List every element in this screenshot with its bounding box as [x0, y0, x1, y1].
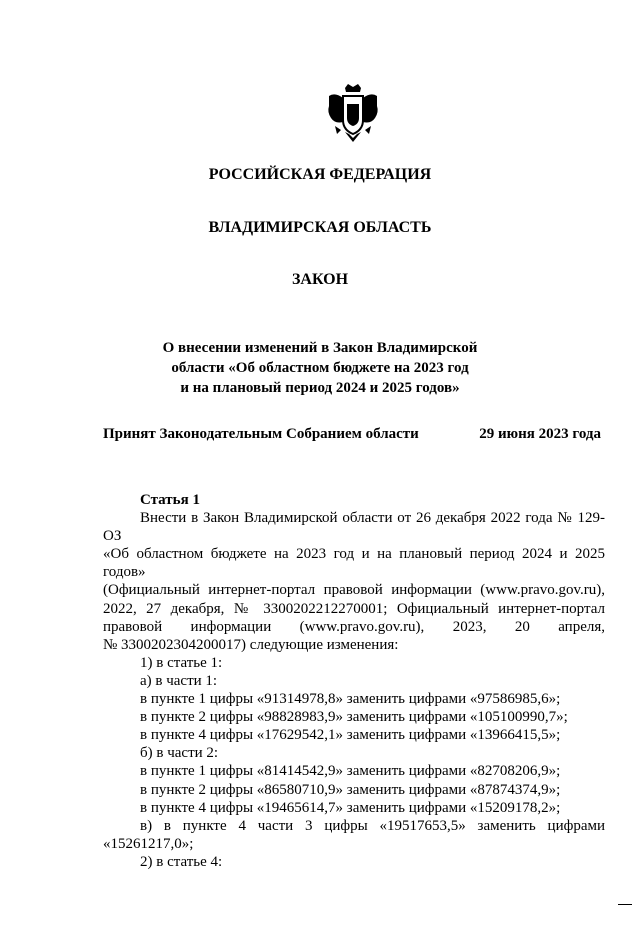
list-item-v-line: «15261217,0»;: [103, 835, 194, 852]
adoption-line: [103, 426, 601, 443]
adoption-date: 29 июня 2023 года: [479, 426, 601, 442]
article-intro-line: № 3300202304200017) следующие изменения:: [103, 636, 399, 653]
scan-edge-mark: [618, 904, 632, 905]
list-item: в пункте 4 цифры «17629542,1» заменить цифрами «13966415,5»;: [140, 727, 561, 744]
list-item: б) в части 2:: [140, 745, 219, 762]
law-subject-line: области «Об областном бюджете на 2023 год: [171, 360, 469, 376]
law-subject: [0, 338, 640, 398]
country-heading: РОССИЙСКАЯ ФЕДЕРАЦИЯ: [208, 166, 432, 183]
list-item: а) в части 1:: [140, 672, 218, 689]
law-subject-line: и на плановый период 2024 и 2025 годов»: [180, 380, 460, 396]
article-body: [103, 491, 605, 871]
article-intro-line: Внести в Закон Владимирской области от 26 декабря 2022 года № 129-ОЗ: [103, 510, 605, 545]
region-heading: ВЛАДИМИРСКАЯ ОБЛАСТЬ: [208, 219, 432, 236]
list-item: в пункте 2 цифры «86580710,9» заменить цифрами «87874374,9»;: [140, 781, 561, 798]
law-subject-line: О внесении изменений в Закон Владимирской: [162, 340, 478, 356]
list-item: 1) в статье 1:: [140, 654, 223, 671]
list-item: в пункте 1 цифры «81414542,9» заменить цифрами «82708206,9»;: [140, 763, 561, 780]
adoption-label: Принят Законодательным Собранием области: [103, 426, 419, 442]
doc-type-heading: ЗАКОН: [291, 271, 349, 288]
article-intro-line: 2022, 27 декабря, № 3300202212270001; Официальный интернет-портал: [103, 600, 605, 617]
list-item: 2) в статье 4:: [140, 853, 223, 870]
list-item: в пункте 4 цифры «19465614,7» заменить цифрами «15209178,2»;: [140, 799, 561, 816]
article-intro-line: правовой информации (www.pravo.gov.ru), 2023, 20 апреля,: [103, 618, 605, 635]
coat-of-arms-emblem-icon: [325, 82, 381, 144]
list-item: в пункте 2 цифры «98828983,9» заменить цифрами «105100990,7»;: [140, 709, 568, 726]
article-intro-line: «Об областном бюджете на 2023 год и на плановый период 2024 и 2025 годов»: [103, 546, 605, 581]
list-item-v-line: в) в пункте 4 части 3 цифры «19517653,5» заменить цифрами: [140, 817, 605, 834]
article-title: Статья 1: [140, 492, 200, 508]
list-item: в пункте 1 цифры «91314978,8» заменить цифрами «97586985,6»;: [140, 691, 561, 708]
article-intro-line: (Официальный интернет-портал правовой информации (www.pravo.gov.ru),: [103, 582, 605, 599]
